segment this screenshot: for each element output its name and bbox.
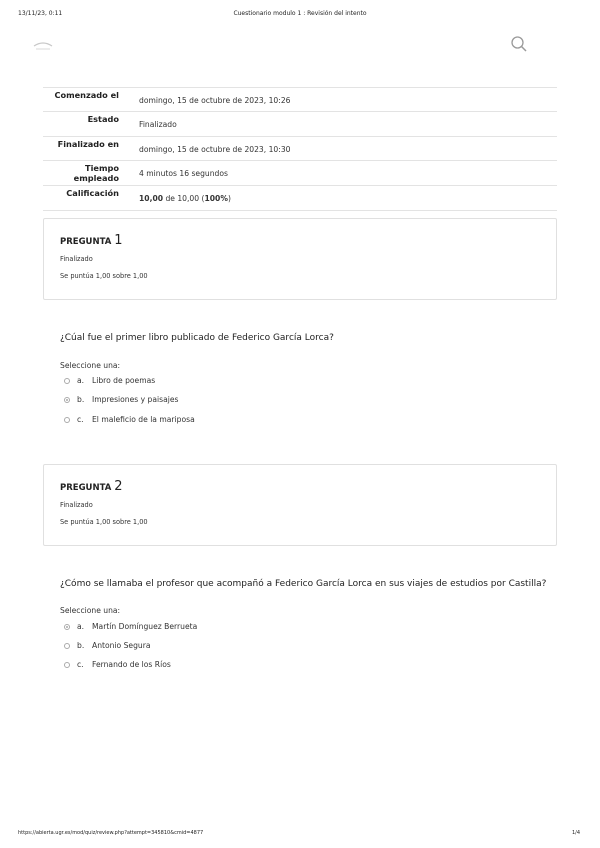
summary-row-finished [43,136,557,160]
radio-button[interactable] [64,378,70,384]
radio-button-selected[interactable] [64,624,70,630]
question-grade: Se puntúa 1,00 sobre 1,00 [60,518,148,526]
option-letter: a. [77,376,85,385]
question-text: ¿Cúal fue el primer libro publicado de Federico García Lorca? [60,333,334,343]
radio-button[interactable] [64,662,70,668]
question-heading-label: PREGUNTA [60,483,112,493]
print-page-number: 1/4 [572,830,581,836]
print-datetime: 13/11/23, 0:11 [18,10,63,17]
logo-icon[interactable] [30,36,56,54]
question-heading [60,233,123,248]
option-text: El maleficio de la mariposa [92,415,195,424]
print-document-title: Cuestionario modulo 1 : Revisión del intento [233,10,367,17]
summary-value: Finalizado [139,120,177,130]
answer-option[interactable] [64,641,151,650]
summary-row-grade [43,185,557,211]
answer-option[interactable] [64,376,155,385]
grade-percent: 100% [204,193,228,203]
answer-option[interactable] [64,415,195,424]
summary-label: Comenzado el [54,90,119,100]
summary-label: Calificación [66,187,119,198]
summary-label: Tiempo empleado [73,163,119,184]
option-text: Fernando de los Ríos [92,660,171,669]
option-letter: a. [77,622,85,631]
question-number: 2 [114,479,123,494]
question-text: ¿Cómo se llamaba el profesor que acompañó a Federico García Lorca en sus viajes de estudios por Castilla? [60,579,547,589]
option-letter: c. [77,660,84,669]
option-text: Martín Domínguez Berrueta [92,622,198,631]
radio-button[interactable] [64,643,70,649]
grade-score: 10,00 [139,193,164,203]
answer-prompt: Seleccione una: [60,606,121,615]
radio-button-selected[interactable] [64,397,70,403]
grade-total: de 10,00 ( [163,193,205,203]
grade-value [119,186,231,210]
summary-label: Finalizado en [57,138,119,149]
summary-value: 4 minutos 16 segundos [139,169,228,179]
answer-prompt: Seleccione una: [60,361,121,370]
question-state: Finalizado [60,255,93,263]
question-info-box [43,464,557,546]
question-state: Finalizado [60,501,93,509]
option-letter: b. [77,641,85,650]
print-url: https://abierta.ugr.es/mod/quiz/review.php?attempt=345810&cmid=4877 [18,830,204,836]
summary-row-time-taken [43,160,557,184]
question-heading [60,479,123,494]
summary-row-started [43,87,557,111]
summary-row-state [43,111,557,135]
option-letter: b. [77,395,85,404]
option-letter: c. [77,415,84,424]
radio-button[interactable] [64,417,70,423]
attempt-summary-table [43,87,557,211]
question-info-box [43,218,557,300]
question-grade: Se puntúa 1,00 sobre 1,00 [60,272,148,280]
option-text: Antonio Segura [92,641,151,650]
summary-value: domingo, 15 de octubre de 2023, 10:30 [139,144,291,154]
answer-option[interactable] [64,660,171,669]
answer-option[interactable] [64,395,179,404]
option-text: Impresiones y paisajes [92,395,179,404]
grade-close: ) [227,193,231,203]
summary-value: domingo, 15 de octubre de 2023, 10:26 [139,96,291,105]
answer-option[interactable] [64,622,197,631]
question-number: 1 [114,233,123,248]
option-text: Libro de poemas [92,376,156,385]
question-heading-label: PREGUNTA [60,237,112,247]
search-icon[interactable] [510,35,528,53]
summary-label: Estado [87,114,119,125]
